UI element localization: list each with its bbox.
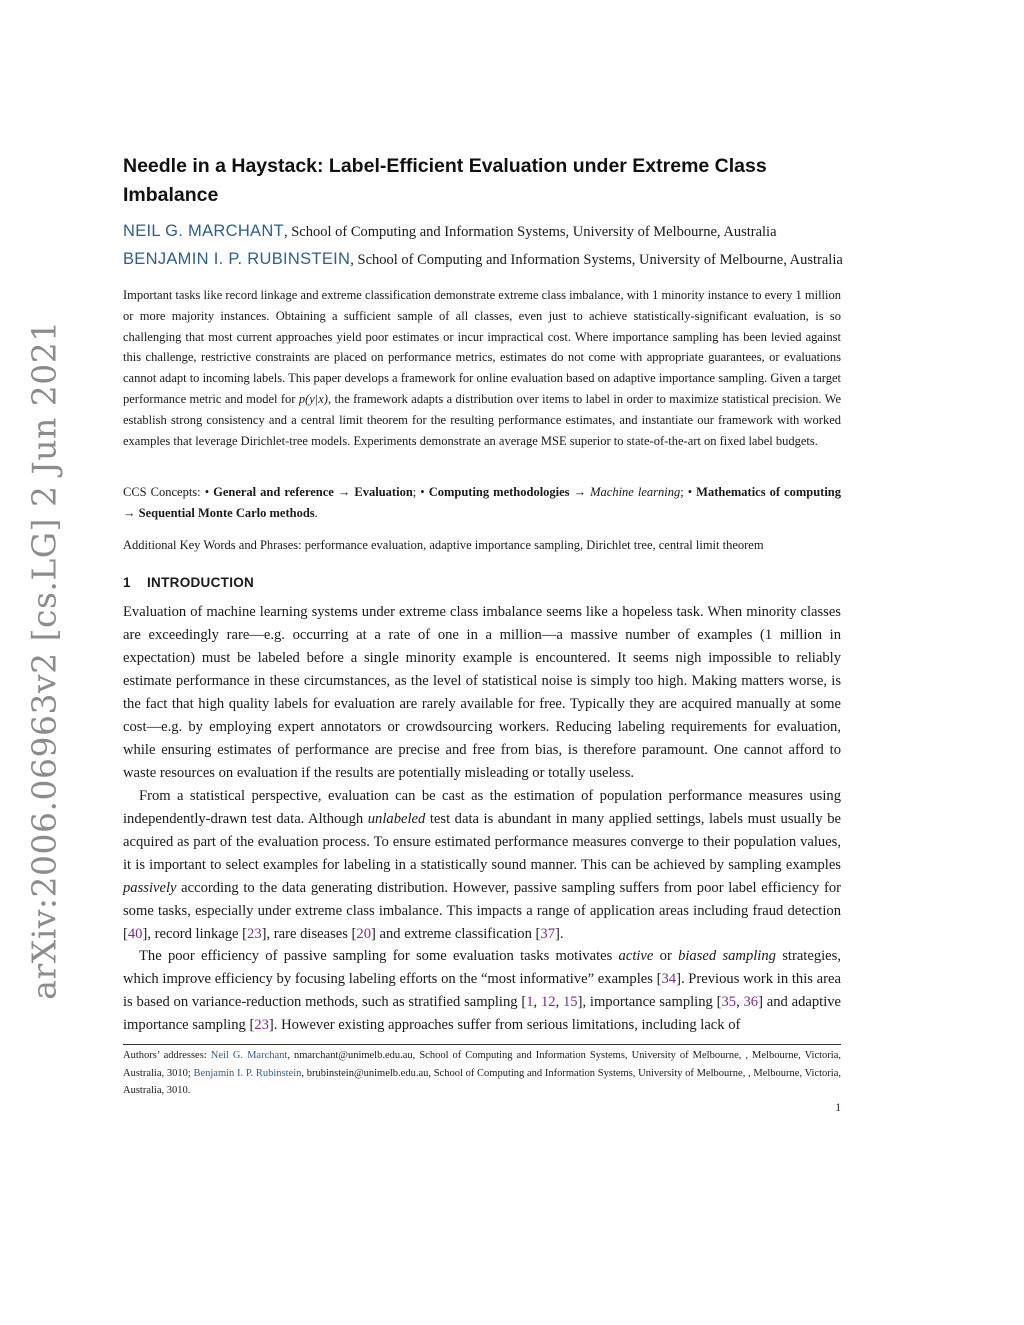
citation-link[interactable]: 23 bbox=[254, 1017, 269, 1033]
citation-link[interactable]: 34 bbox=[661, 971, 677, 987]
para3-text: or bbox=[653, 948, 679, 964]
ccs-concepts bbox=[123, 482, 841, 524]
para3-text: , bbox=[533, 994, 541, 1010]
footnote-divider bbox=[123, 1044, 841, 1045]
citation-link[interactable]: 23 bbox=[247, 926, 262, 942]
ccs-arrow: → bbox=[573, 485, 587, 499]
abstract-math: p(y|x) bbox=[298, 391, 328, 406]
ccs-concept-2b: Machine learning bbox=[590, 485, 681, 499]
keywords: Additional Key Words and Phrases: performance evaluation, adaptive importance sampling, Dirichlet tree, central limit theorem bbox=[123, 538, 764, 552]
para3-text: ] and adaptive importance sampling [ bbox=[123, 994, 842, 1033]
paragraph-1: Evaluation of machine learning systems under extreme class imbalance seems like a hopeless task. When minority classes are exceedingly rare—e.g. occurring at a rate of one in a million—a massive number of examples (1 million in expectation) must be labeled before a single minority example is encountered. It seems nigh impossible to reliably estimate performance in these circumstances, as the level of statistical noise is simply too high. Making matters worse, is the fact that high quality labels for evaluation are rarely available for free. Typically they are acquired manually at some cost—e.g. by employing expert annotators or crowdsourcing workers. Reducing labeling requirements for evaluation, while ensuring estimates of performance are precise and free from bias, is therefore paramount. One cannot afford to waste resources on evaluation if the results are potentially misleading or totally useless. bbox=[123, 604, 841, 781]
ccs-bullet: • bbox=[204, 485, 210, 499]
citation-link[interactable]: 15 bbox=[563, 994, 578, 1010]
citation-link[interactable]: 37 bbox=[540, 926, 555, 942]
ccs-sep: ; bbox=[412, 485, 421, 499]
paragraph-3 bbox=[123, 945, 841, 1037]
ccs-bullet: • bbox=[687, 485, 693, 499]
paragraph-2 bbox=[123, 785, 841, 946]
para2-text: From a statistical perspective, evaluation can be cast as the estimation of population performance measures using independently-drawn test data. Although bbox=[123, 788, 841, 827]
para3-text: , bbox=[736, 994, 744, 1010]
para3-text: strategies, which improve efficiency by focusing labeling efforts on the “most informative” examples [ bbox=[123, 948, 841, 987]
page-number: 1 bbox=[835, 1102, 841, 1114]
footnote-text: Authors’ addresses: bbox=[123, 1050, 211, 1061]
ccs-concept-1: General and reference bbox=[213, 485, 334, 499]
author-1-link[interactable]: Neil G. Marchant bbox=[210, 1050, 288, 1061]
para3-text: , bbox=[555, 994, 563, 1010]
author-1-name: NEIL G. MARCHANT bbox=[123, 222, 284, 240]
footnote-text: , brubinstein@unimelb.edu.au, School of Computing and Information Systems, University of Melbourne, , Melbourne, Victoria, Australia, 3010. bbox=[123, 1067, 842, 1096]
ccs-concept-2: Computing methodologies bbox=[428, 485, 570, 499]
authors-addresses-footnote bbox=[123, 1047, 841, 1100]
author-2-affiliation: , School of Computing and Information Systems, University of Melbourne, Australia bbox=[350, 252, 843, 268]
ccs-bullet: • bbox=[420, 485, 425, 499]
para3-text: ], importance sampling [ bbox=[577, 994, 722, 1010]
section-heading bbox=[123, 575, 254, 590]
citation-link[interactable]: 20 bbox=[356, 926, 372, 942]
ccs-concept-3b: Sequential Monte Carlo methods bbox=[138, 506, 315, 520]
para2-text: ] and extreme classification [ bbox=[371, 926, 541, 942]
ccs-arrow: → bbox=[337, 485, 351, 499]
para2-text: ], rare diseases [ bbox=[261, 926, 357, 942]
para2-emphasis: unlabeled bbox=[367, 811, 426, 827]
para2-emphasis: passively bbox=[123, 880, 177, 896]
ccs-label: CCS Concepts: bbox=[123, 485, 205, 499]
ccs-concept-3: Mathematics of computing bbox=[696, 485, 841, 499]
section-title: INTRODUCTION bbox=[147, 575, 255, 590]
para3-text: ]. However existing approaches suffer from serious limitations, including lack of bbox=[268, 1017, 741, 1033]
citation-link[interactable]: 40 bbox=[127, 926, 143, 942]
author-1-affiliation: , School of Computing and Information Systems, University of Melbourne, Australia bbox=[283, 224, 777, 240]
para2-text: according to the data generating distribution. However, passive sampling suffers from poor label efficiency for some tasks, especially under extreme class imbalance. This impacts a range of application areas including fraud detection [ bbox=[123, 880, 841, 942]
arxiv-sidebar bbox=[14, 320, 74, 1000]
author-1 bbox=[123, 222, 777, 241]
citation-link[interactable]: 1 bbox=[526, 994, 534, 1010]
abstract-text-1: Important tasks like record linkage and extreme classification demonstrate extreme class imbalance, with 1 minority instance to every 1 million or more majority instances. Obtaining a sufficient sample of all classes, even just to achieve statistically-significant evaluation, is so challenging that most current approaches yield poor estimates or incur impractical cost. Where importance sampling has been levied against this challenge, restrictive constraints are placed on performance metrics, estimates do not come with appropriate guarantees, or evaluations cannot adapt to incoming labels. This paper develops a framework for online evaluation based on adaptive importance sampling. Given a target performance metric and model for bbox=[123, 288, 841, 406]
citation-link[interactable]: 12 bbox=[540, 994, 556, 1010]
para2-text: ]. bbox=[554, 926, 564, 942]
arxiv-identifier: arXiv:2006.06963v2 [cs.LG] 2 Jun 2021 bbox=[24, 320, 64, 1000]
author-2-link[interactable]: Benjamin I. P. Rubinstein bbox=[193, 1067, 302, 1079]
section-number: 1 bbox=[123, 575, 131, 590]
ccs-concept-1b: Evaluation bbox=[354, 485, 413, 499]
ccs-arrow: → bbox=[123, 506, 136, 520]
para2-text: test data is abundant in many applied settings, labels must usually be acquired as part of the evaluation process. To ensure estimated performance measures converge to their population values, it is important to select examples for labeling in a statistically sound manner. This can be achieved by sampling examples bbox=[123, 811, 841, 873]
citation-link[interactable]: 36 bbox=[743, 994, 759, 1010]
para3-text: ]. Previous work in this area is based on variance-reduction methods, such as stratified sampling [ bbox=[123, 971, 841, 1010]
abstract-text-2: , the framework adapts a distribution over items to label in order to maximize statistical precision. We establish strong consistency and a central limit theorem for the resulting performance estimates, and instantiate our framework with worked examples that leverage Dirichlet-tree models. Experiments demonstrate an average MSE superior to state-of-the-art on fixed label budgets. bbox=[123, 391, 841, 448]
ccs-end: . bbox=[314, 506, 318, 520]
para3-emphasis: biased sampling bbox=[678, 948, 776, 964]
paper-title: Needle in a Haystack: Label-Efficient Evaluation under Extreme Class Imbalance bbox=[123, 155, 767, 206]
author-2-name: BENJAMIN I. P. RUBINSTEIN bbox=[123, 250, 351, 268]
citation-link[interactable]: 35 bbox=[721, 994, 737, 1010]
para3-emphasis: active bbox=[618, 948, 654, 964]
author-2 bbox=[123, 250, 843, 269]
para2-text: ], record linkage [ bbox=[142, 926, 248, 942]
footnote-text: , nmarchant@unimelb.edu.au, School of Computing and Information Systems, University of Melbourne, , Melbourne, Victoria, Australia, 3010; bbox=[123, 1050, 841, 1079]
ccs-sep: ; bbox=[680, 485, 688, 499]
abstract bbox=[123, 285, 841, 451]
para3-text: The poor efficiency of passive sampling for some evaluation tasks motivates bbox=[139, 948, 619, 964]
